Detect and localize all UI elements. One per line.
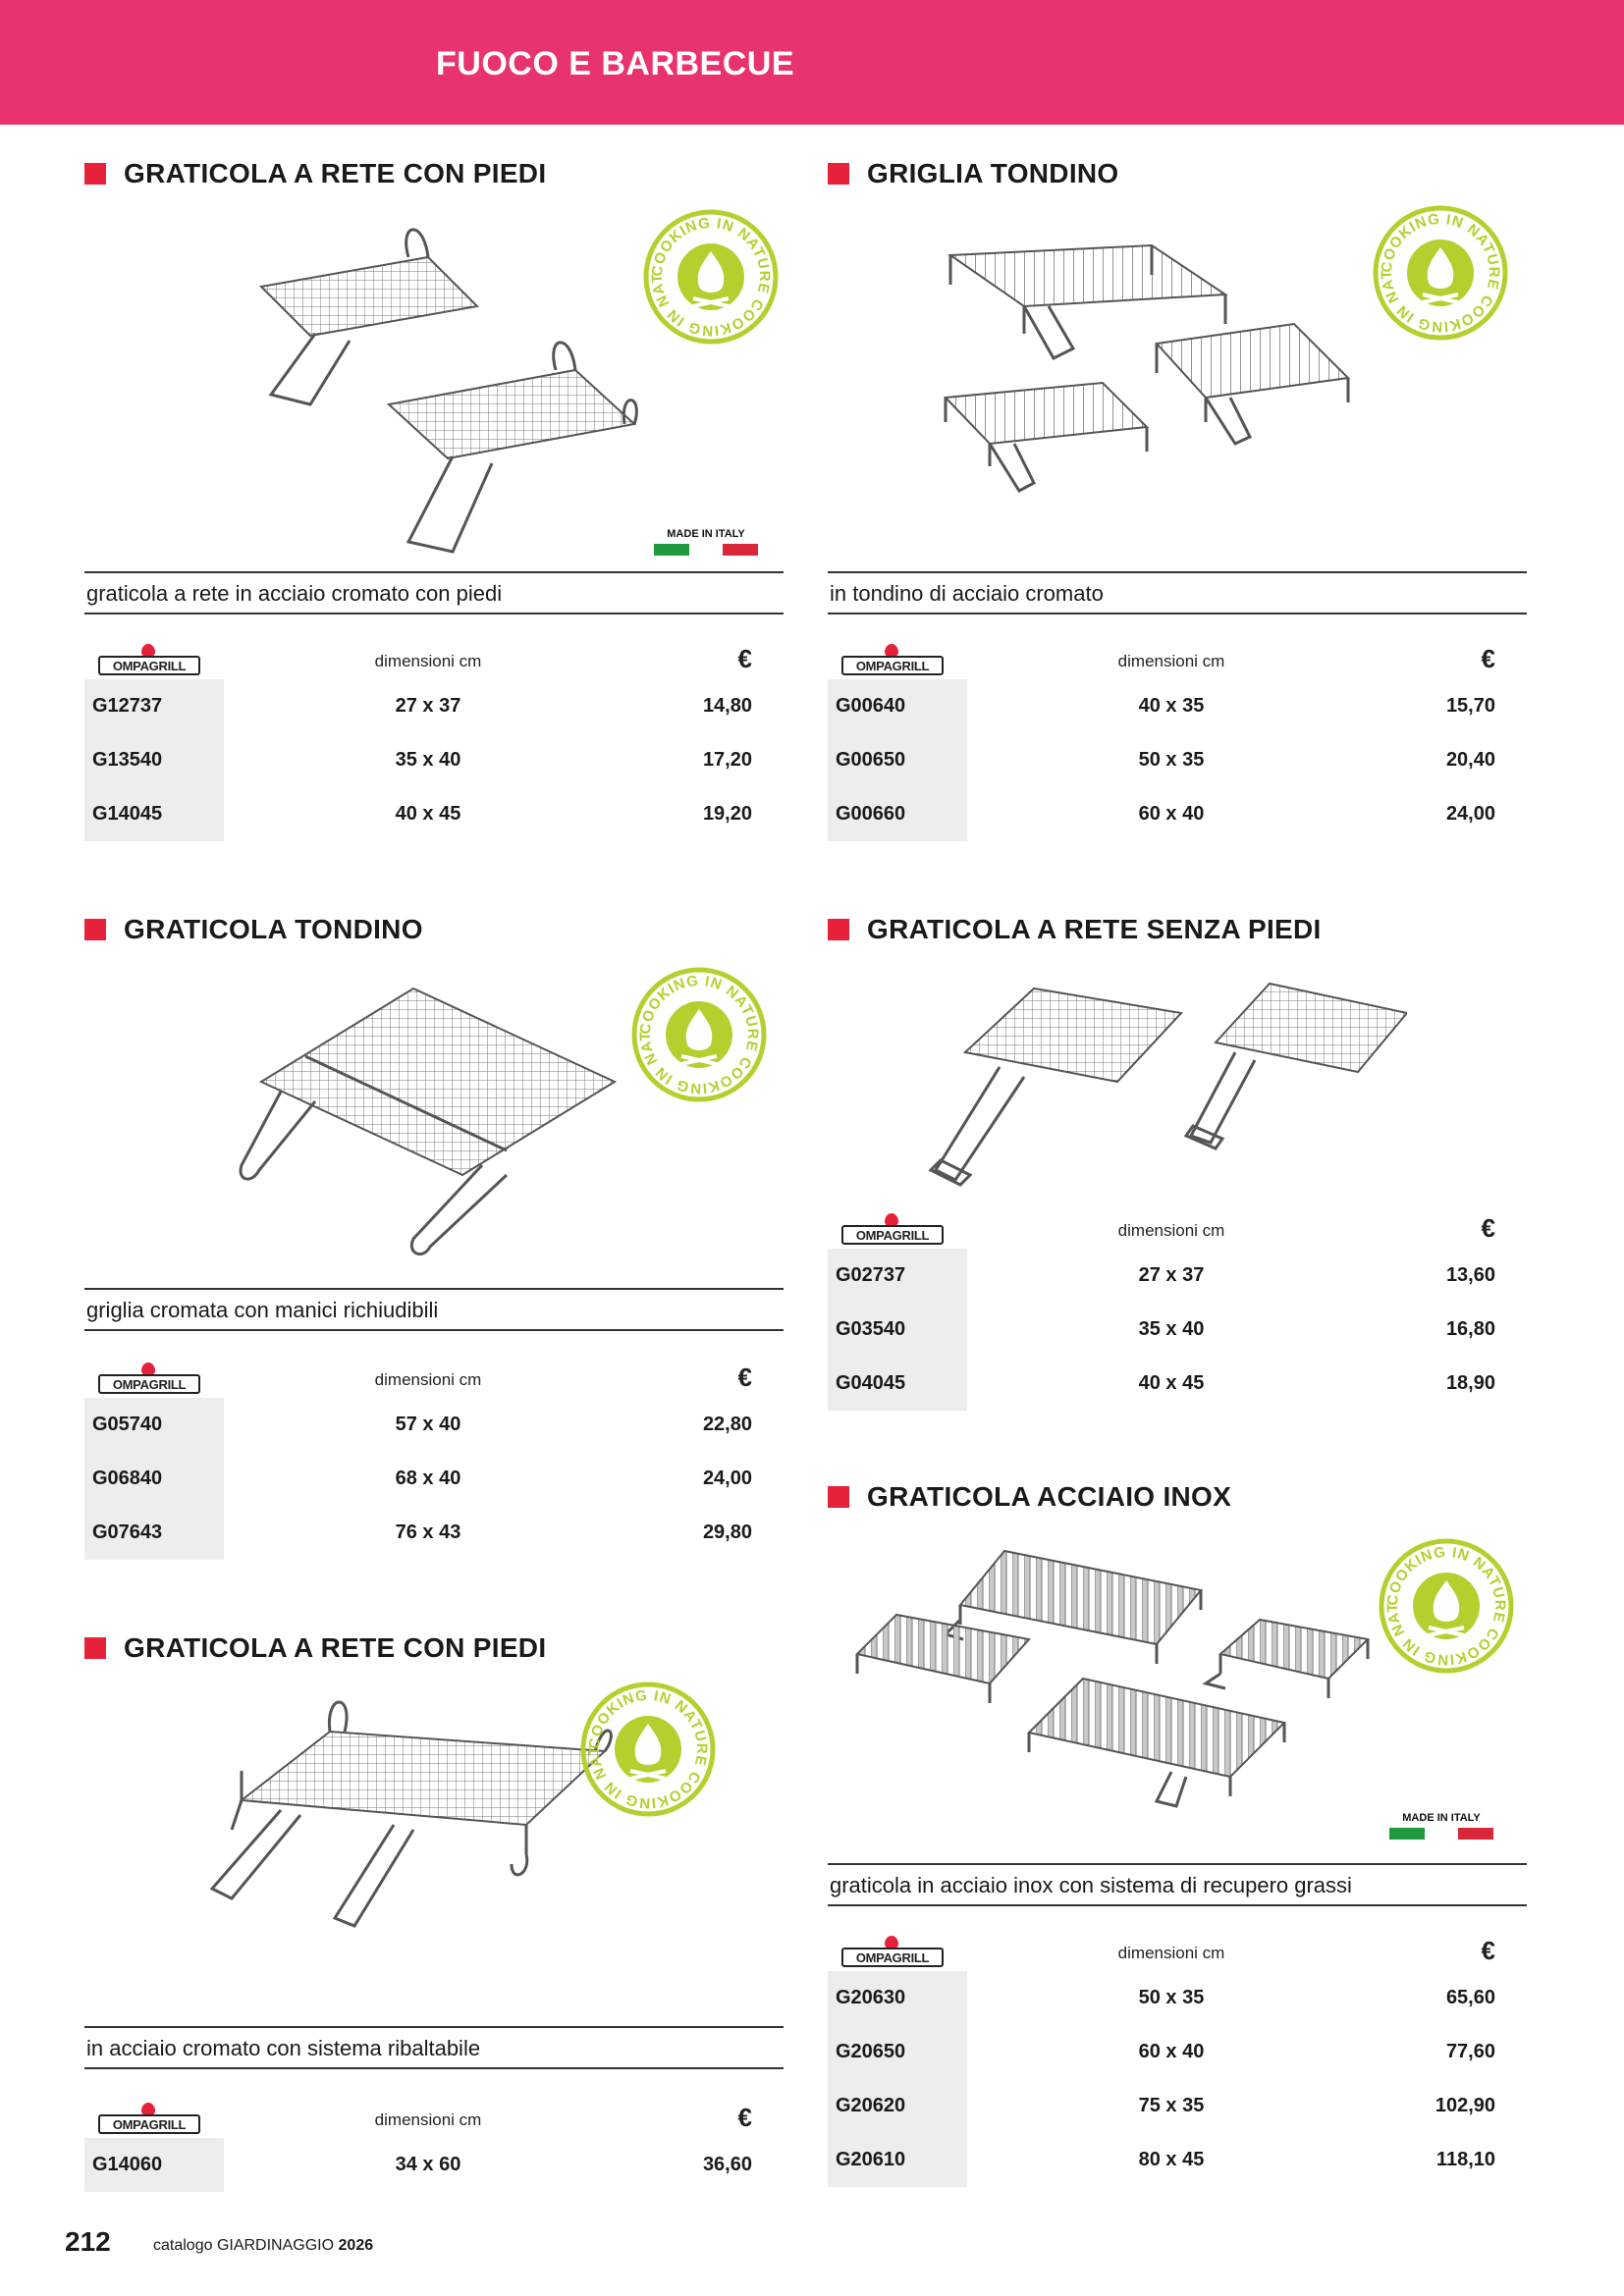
bullet-square (84, 919, 106, 940)
table-row: G12737 27 x 37 14,80 (84, 679, 784, 733)
bullet-square (828, 1486, 849, 1508)
ompagrill-logo: OMPAGRILL (841, 1213, 944, 1245)
table-row: G06840 68 x 40 24,00 (84, 1452, 784, 1506)
price-table (84, 2099, 784, 2192)
price-table (828, 1932, 1527, 2187)
table-header: OMPAGRILL dimensioni cm € (84, 640, 784, 679)
table-row: G02737 27 x 37 13,60 (828, 1249, 1527, 1303)
page-title: FUOCO E BARBECUE (436, 45, 795, 82)
product-image (173, 1692, 624, 1977)
table-row: G00650 50 x 35 20,40 (828, 733, 1527, 787)
cooking-in-nature-badge-icon (642, 208, 780, 346)
bullet-square (84, 163, 106, 185)
product-description: in tondino di acciaio cromato (828, 571, 1527, 614)
page-number: 212 (65, 2226, 111, 2257)
ompagrill-logo: OMPAGRILL (841, 644, 944, 675)
price-table (828, 1209, 1527, 1411)
made-in-italy-badge: MADE IN ITALY (652, 528, 760, 561)
section-graticola-rete-piedi (84, 159, 784, 854)
cooking-in-nature-badge-icon (630, 966, 768, 1103)
table-row: G14045 40 x 45 19,20 (84, 787, 784, 841)
section-title: GRATICOLA A RETE CON PIEDI (84, 1633, 546, 1663)
catalog-name: catalogo GIARDINAGGIO 2026 (153, 2237, 374, 2254)
product-image (847, 1541, 1378, 1855)
section-title: GRATICOLA ACCIAIO INOX (828, 1482, 1231, 1512)
section-title: GRIGLIA TONDINO (828, 159, 1119, 188)
price-table (84, 640, 784, 841)
section-title: GRATICOLA A RETE CON PIEDI (84, 159, 546, 188)
cooking-in-nature-badge-icon (1372, 204, 1509, 342)
table-header: OMPAGRILL dimensioni cm € (828, 1932, 1527, 1971)
table-header: OMPAGRILL dimensioni cm € (84, 2099, 784, 2138)
product-image (232, 218, 693, 571)
product-description: in acciaio cromato con sistema ribaltabile (84, 2026, 784, 2069)
section-title: GRATICOLA TONDINO (84, 915, 423, 944)
table-row: G20610 80 x 45 118,10 (828, 2133, 1527, 2187)
bullet-square (828, 163, 849, 185)
cooking-in-nature-badge-icon (579, 1681, 717, 1818)
table-header: OMPAGRILL dimensioni cm € (828, 1209, 1527, 1249)
section-graticola-rete-senza-piedi (828, 915, 1527, 1425)
product-description: griglia cromata con manici richiudibili (84, 1288, 784, 1331)
table-row: G07643 76 x 43 29,80 (84, 1506, 784, 1560)
ompagrill-logo: OMPAGRILL (98, 1362, 200, 1394)
price-table (828, 640, 1527, 841)
product-description: graticola a rete in acciaio cromato con piedi (84, 571, 784, 614)
made-in-italy-badge: MADE IN ITALY (1387, 1812, 1495, 1845)
section-graticola-rete-piedi-ribaltabile (84, 1633, 784, 2213)
bullet-square (828, 919, 849, 940)
table-row: G05740 57 x 40 22,80 (84, 1398, 784, 1452)
table-header: OMPAGRILL dimensioni cm € (84, 1359, 784, 1398)
table-header: OMPAGRILL dimensioni cm € (828, 640, 1527, 679)
section-griglia-tondino (828, 159, 1527, 854)
table-row: G00660 60 x 40 24,00 (828, 787, 1527, 841)
section-graticola-acciaio-inox (828, 1482, 1527, 2209)
product-description: graticola in acciaio inox con sistema di recupero grassi (828, 1863, 1527, 1906)
price-table (84, 1359, 784, 1560)
bullet-square (84, 1637, 106, 1659)
cooking-in-nature-badge-icon (1378, 1537, 1515, 1675)
section-graticola-tondino (84, 915, 784, 1573)
table-row: G20630 50 x 35 65,60 (828, 1971, 1527, 2025)
product-image (936, 216, 1378, 530)
table-row: G03540 35 x 40 16,80 (828, 1303, 1527, 1357)
ompagrill-logo: OMPAGRILL (98, 644, 200, 675)
header-band (0, 0, 1624, 125)
ompagrill-logo: OMPAGRILL (841, 1936, 944, 1967)
product-image (926, 974, 1407, 1249)
table-row: G14060 34 x 60 36,60 (84, 2138, 784, 2192)
ompagrill-logo: OMPAGRILL (98, 2103, 200, 2134)
section-title: GRATICOLA A RETE SENZA PIEDI (828, 915, 1322, 944)
table-row: G13540 35 x 40 17,20 (84, 733, 784, 787)
table-row: G20650 60 x 40 77,60 (828, 2025, 1527, 2079)
table-row: G00640 40 x 35 15,70 (828, 679, 1527, 733)
table-row: G04045 40 x 45 18,90 (828, 1357, 1527, 1411)
table-row: G20620 75 x 35 102,90 (828, 2079, 1527, 2133)
